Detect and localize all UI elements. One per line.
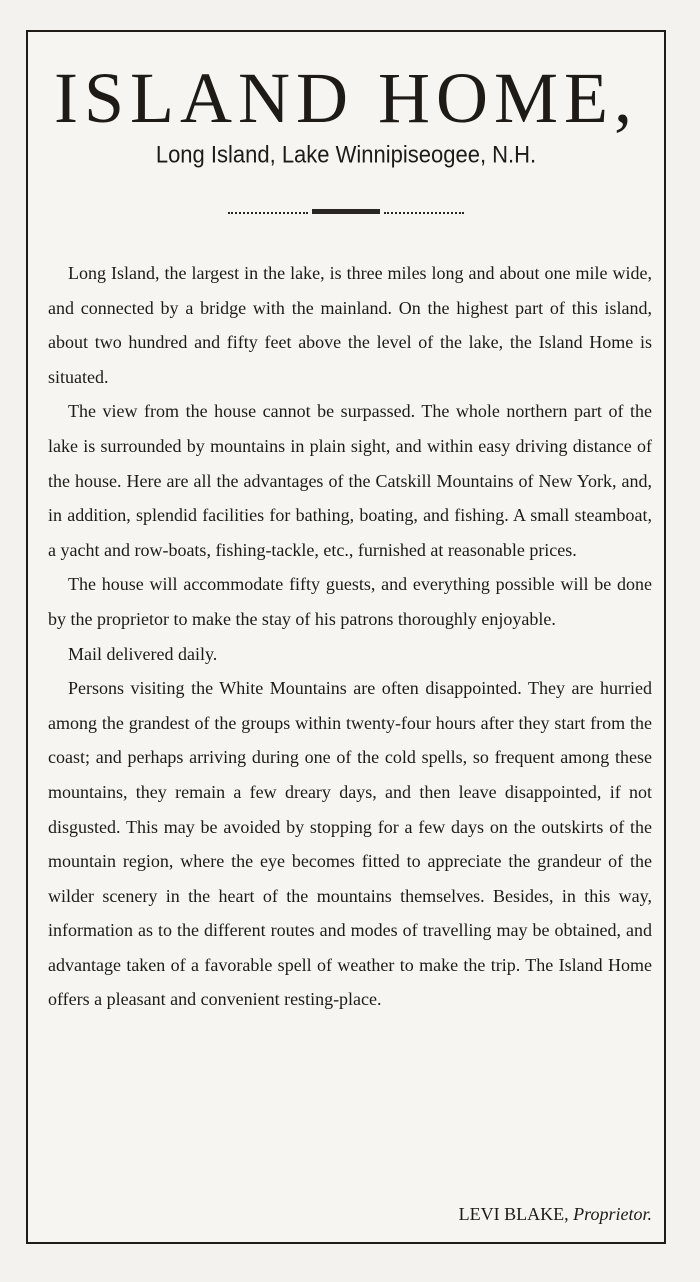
advertisement-frame bbox=[26, 30, 666, 1244]
paragraph-island-description: Long Island, the largest in the lake, is three miles long and about one mile wide, and connected by a bridge with the mainland. On the highest part of this island, about two hundred and fifty feet above the level of the lake, the Island Home is situated. bbox=[48, 263, 652, 387]
paragraph-white-mountains: Persons visiting the White Mountains are often disappointed. They are hurried among the grandest of the groups within twenty-four hours after they start from the coast; and perhaps arriving during one of the cold spells, so frequent among these mountains, they remain a few dreary days, and then leave disappointed, if not disgusted. This may be avoided by stopping for a few days on the outskirts of the mountain region, where the eye becomes fitted to appreciate the grandeur of the wilder scenery in the heart of the mountains themselves. Besides, in this way, information as to the different routes and modes of travelling may be obtained, and advantage taken of a favorable spell of weather to make the trip. The Island Home offers a pleasant and convenient resting-place. bbox=[48, 678, 652, 1010]
signature-role: Proprietor. bbox=[573, 1204, 652, 1224]
advertisement-body bbox=[48, 256, 652, 1017]
divider-bar bbox=[312, 209, 380, 214]
divider-dots-right bbox=[384, 212, 464, 214]
paragraph-accommodation: The house will accommodate fifty guests, and everything possible will be done by the proprietor to make the stay of his patrons thoroughly enjoyable. bbox=[48, 574, 652, 629]
paragraph-view: The view from the house cannot be surpassed. The whole northern part of the lake is surrounded by mountains in plain sight, and within easy driving distance of the house. Here are all the advantages of the Catskill Mountains of New York, and, in addition, splendid facilities for bathing, boating, and fishing. A small steamboat, a yacht and row-boats, fishing-tackle, etc., furnished at reasonable prices. bbox=[48, 401, 652, 560]
paragraph-mail: Mail delivered daily. bbox=[68, 643, 218, 664]
location-subtitle: Long Island, Lake Winnipiseogee, N.H. bbox=[155, 140, 537, 168]
divider-ornament bbox=[228, 208, 464, 216]
divider-dots-left bbox=[228, 212, 308, 214]
signature bbox=[459, 1204, 652, 1225]
signature-name: LEVI BLAKE, bbox=[458, 1204, 569, 1224]
page-title: ISLAND HOME, bbox=[54, 58, 638, 138]
